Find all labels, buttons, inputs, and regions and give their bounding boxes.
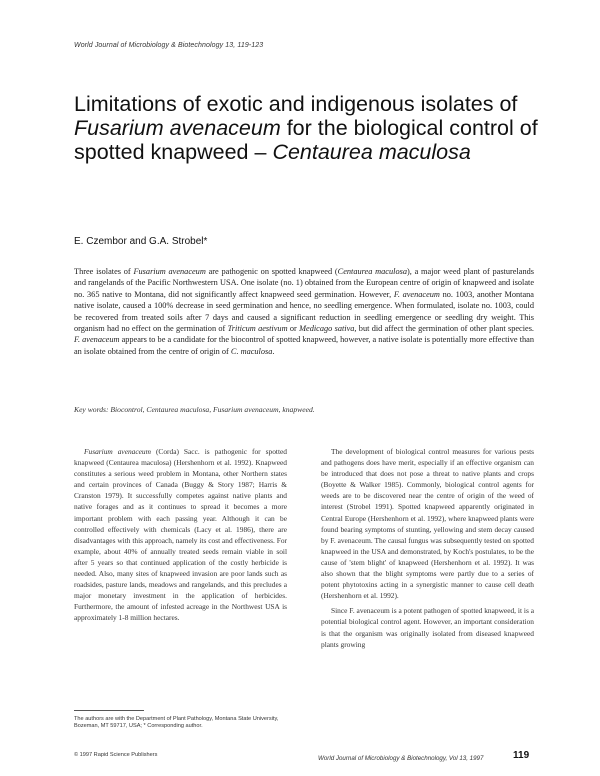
journal-citation: World Journal of Microbiology & Biotechnology 13, 119-123: [74, 42, 264, 49]
body-paragraph: The development of biological control measures for various pests and pathogens does have merit, especially if an effective organism can be introduced that does not pose a threat to native plants and crops (Boyette & Walker 1985). Commonly, biological control agents for weeds are to be discovered near the centre of origin of the weed of interest (Strobel 1991). Spotted knapweed apparently originated in Central Europe (Hershenhorn et al. 1992), where knapweed plants were found bearing symptoms of stunting, yellowing and stem decay caused by F. avenaceum. The causal fungus was subsequently tested on spotted knapweed in the USA and demonstrated, by Koch's postulates, to be the cause of 'stem blight' of knapweed (Hershenhorn et al. 1992). It was also shown that the blight symptoms were partly due to a series of potent phytotoxins acting in a synergistic manner to cause cell death (Hershenhorn et al. 1992).: [321, 447, 534, 601]
footnote-divider: [74, 710, 144, 711]
article-title: [74, 92, 544, 164]
body-text: (Corda) Sacc. is pathogenic for spotted knapweed (Centaurea maculosa) (Hershenhorn et al. 1992). Knapweed constitutes a serious weed problem in Montana, other Northern states and certain provinces of Canada (Buggy & Story 1987; Harris & Cranston 1979). It successfully competes against native plants and native forages and as it continues to spread it becomes a more important problem with each passing year. Although it can be controlled effectively with chemicals (Lacy et al. 1986), there are disadvantages with this approach, namely its cost and effectiveness. For example, about 40% of annually treated seeds remain viable in soil after 5 years so that continued application of the costly herbicide is needed. Also, many sites of knapweed invasion are poor lands such as roadsides, pasture lands, meadows and rangelands, and this precludes a major monetary investment in the application of herbicides. Furthermore, the amount of infested acreage in the Northwest USA is approximately 1-8 million hectares.: [74, 447, 287, 623]
abstract-species: Fusarium avenaceum: [133, 267, 206, 276]
abstract-species: Medicago sativa: [299, 324, 355, 334]
abstract: [74, 266, 534, 357]
page-number: 119: [513, 750, 530, 761]
copyright: © 1997 Rapid Science Publishers: [74, 752, 158, 758]
body-column-right: [321, 446, 534, 654]
abstract-species: F. avenaceum: [74, 335, 120, 345]
title-species-2: Centaurea maculosa: [272, 140, 471, 164]
abstract-species: C. maculosa: [230, 346, 273, 356]
title-text-1: Limitations of exotic and indigenous isolates of: [74, 92, 518, 116]
abstract-text: ), a major weed plant of pasturelands and rangelands of the Pacific Northwestern USA. One isolate (no. 1) obtained from the European centre of origin of knapweed and isolate no. 365 native to Montana, did not significantly affect knapweed seed germination. However,: [74, 267, 534, 299]
footer-journal: World Journal of Microbiology & Biotechnology, Vol 13, 1997: [318, 755, 484, 762]
abstract-species: Triticum aestivum: [227, 324, 288, 334]
abstract-species: Centaurea maculosa: [337, 267, 407, 276]
keywords: Key words: Biocontrol, Centaurea maculosa, Fusarium avenaceum, knapweed.: [74, 405, 315, 414]
body-column-left: [74, 446, 287, 628]
authors: E. Czembor and G.A. Strobel*: [74, 236, 208, 247]
footnote: The authors are with the Department of Plant Pathology, Montana State University, Bozeman, MT 59717, USA; * Corresponding author.: [74, 716, 279, 730]
title-text-2: for the biological control of spotted knapweed –: [74, 116, 538, 164]
abstract-text: are pathogenic on spotted knapweed (: [205, 267, 338, 276]
abstract-text: no. 1003, another Montana native isolate, caused a 100% decrease in seed germination and hence, no seedling emergence. When formulated, isolate no. 1003, could be recovered from treated soils after 7 days and caused a significant reduction in seedling emergence or seedling dry weight. This organism had no effect on the germination of: [74, 289, 534, 334]
abstract-text: Three isolates of: [74, 267, 134, 276]
abstract-text: or: [287, 324, 300, 334]
title-species-1: Fusarium avenaceum: [74, 116, 281, 140]
body-paragraph: [74, 446, 287, 624]
abstract-text: , but did affect the germination of other plant species.: [354, 324, 535, 334]
abstract-text: .: [272, 346, 275, 356]
abstract-text: appears to be a candidate for the biocontrol of spotted knapweed, however, a native isolate is potentially more effective than an isolate obtained from the centre of origin of: [74, 335, 534, 356]
body-species: Fusarium avenaceum: [84, 447, 151, 456]
body-paragraph: Since F. avenaceum is a potent pathogen of spotted knapweed, it is a potential biological control agent. However, an important consideration is that the organism was originally isolated from diseased knapweed plants growing: [321, 606, 534, 649]
abstract-species: F. avenaceum: [393, 289, 440, 299]
